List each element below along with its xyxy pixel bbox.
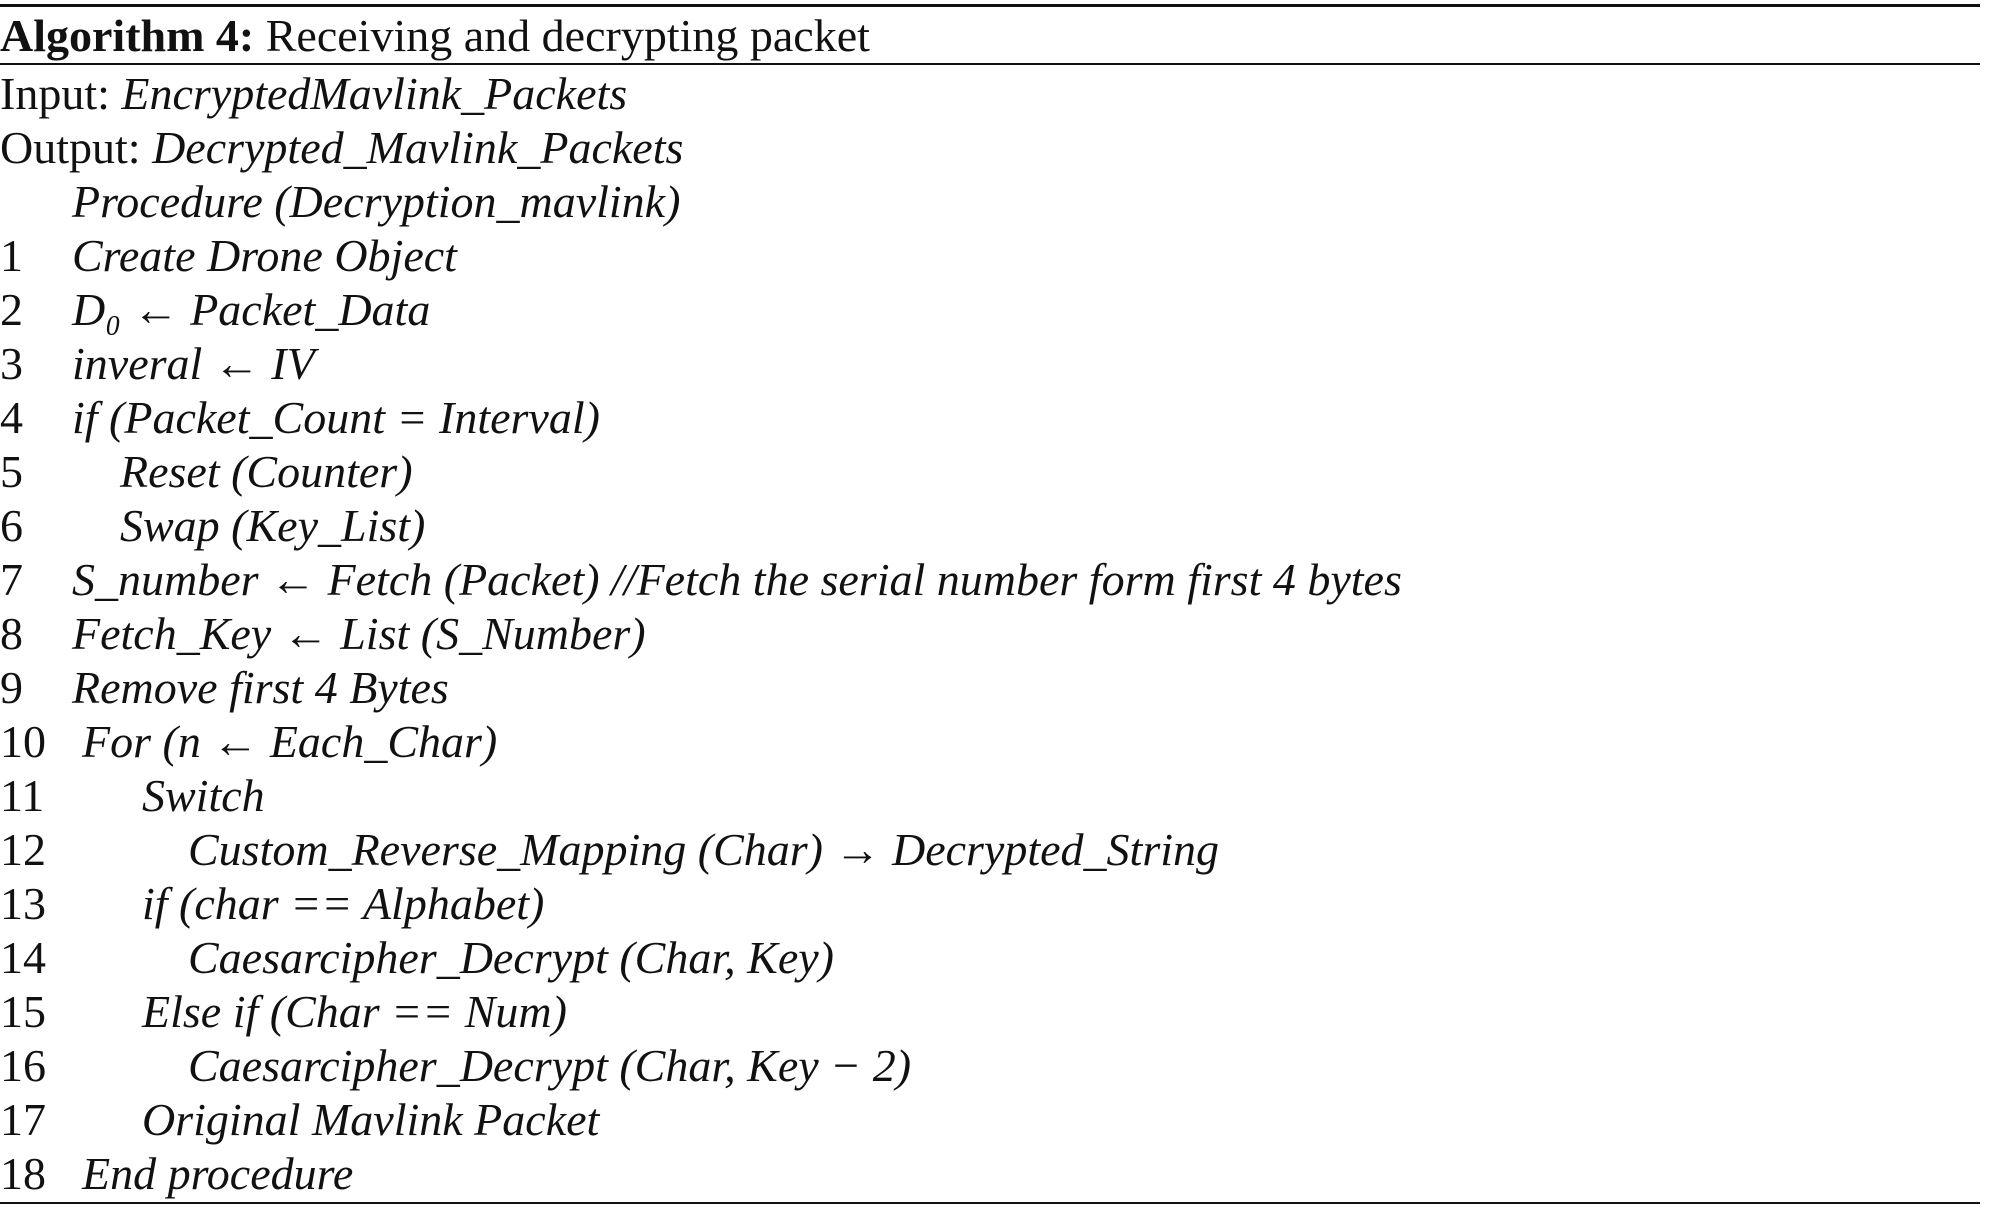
line-text: if (Packet_Count = Interval) <box>72 392 600 443</box>
line-text: Caesarcipher_Decrypt (Char, Key − 2) <box>188 1040 912 1091</box>
code-line <box>0 390 1980 445</box>
line-number: 10 <box>0 716 46 767</box>
line-number: 13 <box>0 878 46 929</box>
input-line <box>0 66 627 121</box>
line-text: Caesarcipher_Decrypt (Char, Key) <box>188 932 834 983</box>
line-text: Custom_Reverse_Mapping (Char) → Decrypted_String <box>188 824 1220 875</box>
line-number: 12 <box>0 824 46 875</box>
input-label: Input: <box>0 68 110 119</box>
line-number: 17 <box>0 1094 46 1145</box>
code-line <box>0 1146 1980 1201</box>
bottom-rule <box>0 1202 1980 1204</box>
line-number: 9 <box>0 662 23 713</box>
line-text: Swap (Key_List) <box>120 500 426 551</box>
line-text: if (char == Alphabet) <box>142 878 545 929</box>
line-number: 6 <box>0 500 23 551</box>
algorithm-caption <box>0 8 870 64</box>
code-line <box>0 228 1980 283</box>
line-number: 3 <box>0 338 23 389</box>
line-text: For (n ← Each_Char) <box>82 716 498 767</box>
code-line <box>0 876 1980 931</box>
line-text: Fetch_Key ← List (S_Number) <box>72 608 646 659</box>
line-number: 1 <box>0 230 23 281</box>
line-text: End procedure <box>82 1148 354 1199</box>
code-line <box>0 714 1980 769</box>
top-rule <box>0 4 1980 7</box>
code-line <box>0 768 1980 823</box>
code-line <box>0 822 1980 877</box>
code-line <box>0 660 1980 715</box>
line-number: 11 <box>0 770 45 821</box>
line-number: 14 <box>0 932 46 983</box>
procedure-header: Procedure (Decryption_mavlink) <box>72 176 681 227</box>
line-text: inveral ← IV <box>72 338 315 389</box>
line-text: Else if (Char == Num) <box>142 986 567 1037</box>
line-number: 18 <box>0 1148 46 1199</box>
algorithm-label: Algorithm 4: <box>0 10 255 61</box>
line-text: Original Mavlink Packet <box>142 1094 600 1145</box>
line-text: D₀ ← Packet_Data <box>72 284 431 335</box>
line-number: 2 <box>0 284 23 335</box>
line-number: 15 <box>0 986 46 1037</box>
code-line <box>0 1092 1980 1147</box>
output-line <box>0 120 683 175</box>
line-text: S_number ← Fetch (Packet) //Fetch the serial number form first 4 bytes <box>72 554 1402 605</box>
line-number: 4 <box>0 392 23 443</box>
code-line <box>0 552 1980 607</box>
line-text: Reset (Counter) <box>120 446 413 497</box>
line-text: Create Drone Object <box>72 230 457 281</box>
line-text: Switch <box>142 770 265 821</box>
input-value: EncryptedMavlink_Packets <box>121 68 628 119</box>
code-line <box>0 282 1980 337</box>
algorithm-title: Receiving and decrypting packet <box>265 10 870 61</box>
line-number: 8 <box>0 608 23 659</box>
line-number: 16 <box>0 1040 46 1091</box>
code-line <box>0 1038 1980 1093</box>
output-value: Decrypted_Mavlink_Packets <box>152 122 684 173</box>
code-line <box>0 336 1980 391</box>
line-number: 5 <box>0 446 23 497</box>
code-line <box>0 498 1980 553</box>
line-text: Remove first 4 Bytes <box>72 662 449 713</box>
procedure-line <box>0 174 1980 229</box>
output-label: Output: <box>0 122 141 173</box>
line-number: 7 <box>0 554 23 605</box>
code-line <box>0 930 1980 985</box>
code-line <box>0 606 1980 661</box>
caption-rule <box>0 63 1980 65</box>
code-line <box>0 984 1980 1039</box>
code-line <box>0 444 1980 499</box>
